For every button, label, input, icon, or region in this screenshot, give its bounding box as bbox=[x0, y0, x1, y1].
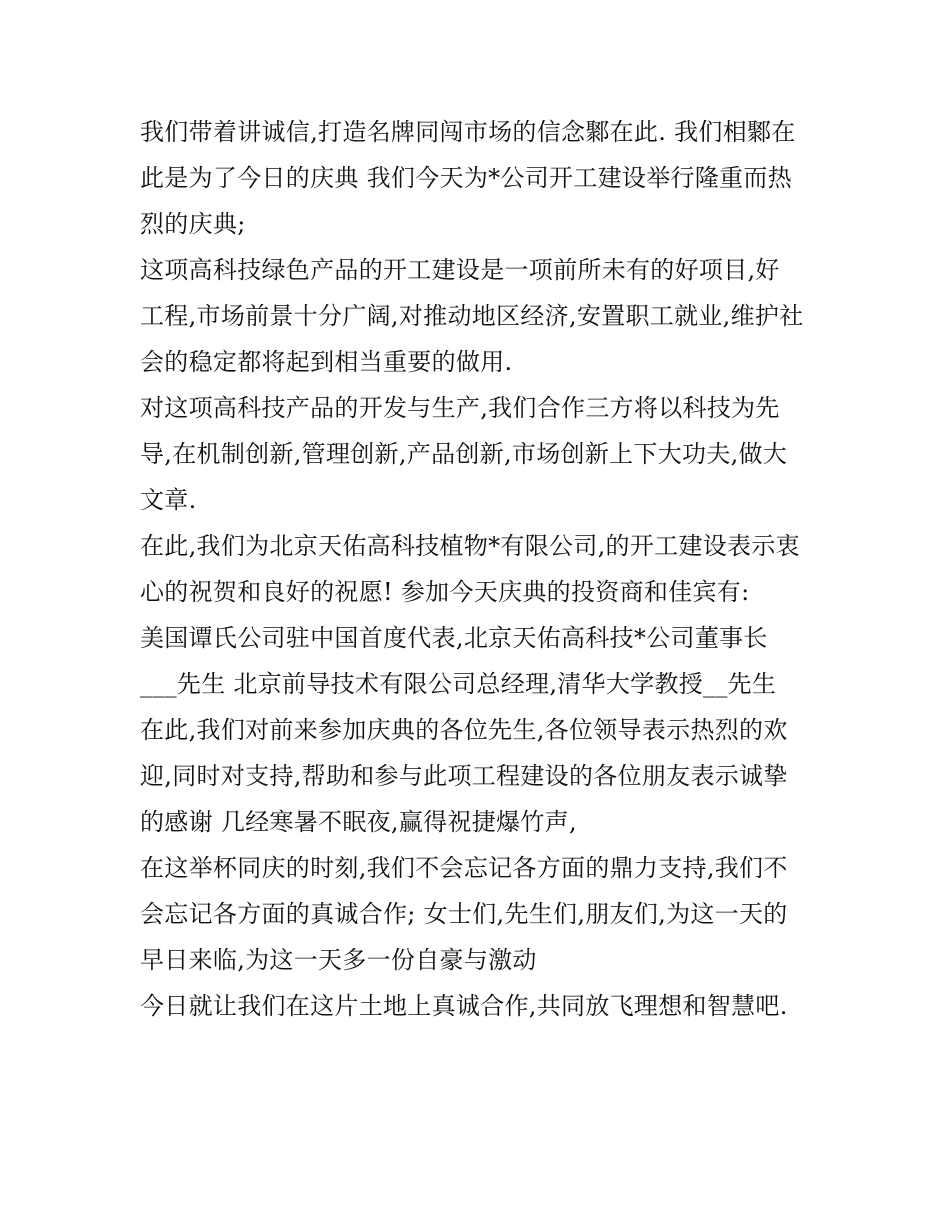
text-line: 导,在机制创新,管理创新,产品创新,市场创新上下大功夫,做大 bbox=[140, 440, 788, 468]
text-line: 会的稳定都将起到相当重要的做用. bbox=[140, 348, 513, 376]
text-line: 的感谢 几经寒暑不眠夜,赢得祝捷爆竹声, bbox=[140, 808, 577, 836]
text-line: 在此,我们为北京天佑高科技植物*有限公司,的开工建设表示衷 bbox=[140, 532, 800, 560]
text-line: 文章. bbox=[140, 486, 197, 514]
text-line: 我们带着讲诚信,打造名牌同闯市场的信念鄹在此. 我们相鄹在 bbox=[140, 118, 796, 146]
text-line: 早日来临,为这一天多一份自豪与激动 bbox=[140, 946, 537, 974]
text-line: 今日就让我们在这片土地上真诚合作,共同放飞理想和智慧吧. bbox=[140, 992, 788, 1020]
text-line: 心的祝贺和良好的祝愿! 参加今天庆典的投资商和佳宾有: bbox=[140, 578, 750, 606]
text-line: 迎,同时对支持,帮助和参与此项工程建设的各位朋友表示诚挚 bbox=[140, 762, 788, 790]
text-line: ___先生 北京前导技术有限公司总经理,清华大学教授__先生 bbox=[140, 670, 777, 698]
text-line: 这项高科技绿色产品的开工建设是一项前所未有的好项目,好 bbox=[140, 256, 780, 284]
text-line: 工程,市场前景十分广阔,对推动地区经济,安置职工就业,维护社 bbox=[140, 302, 804, 330]
text-line: 会忘记各方面的真诚合作; 女士们,先生们,朋友们,为这一天的 bbox=[140, 900, 788, 928]
text-line: 对这项高科技产品的开发与生产,我们合作三方将以科技为先 bbox=[140, 394, 780, 422]
text-line: 烈的庆典; bbox=[140, 210, 246, 238]
text-line: 在此,我们对前来参加庆典的各位先生,各位领导表示热烈的欢 bbox=[140, 716, 788, 744]
text-line: 在这举杯同庆的时刻,我们不会忘记各方面的鼎力支持,我们不 bbox=[140, 854, 788, 882]
text-line: 美国谭氏公司驻中国首度代表,北京天佑高科技*公司董事长 bbox=[140, 624, 768, 652]
text-line: 此是为了今日的庆典 我们今天为*公司开工建设举行隆重而热 bbox=[140, 164, 793, 192]
document-body bbox=[140, 109, 820, 1029]
